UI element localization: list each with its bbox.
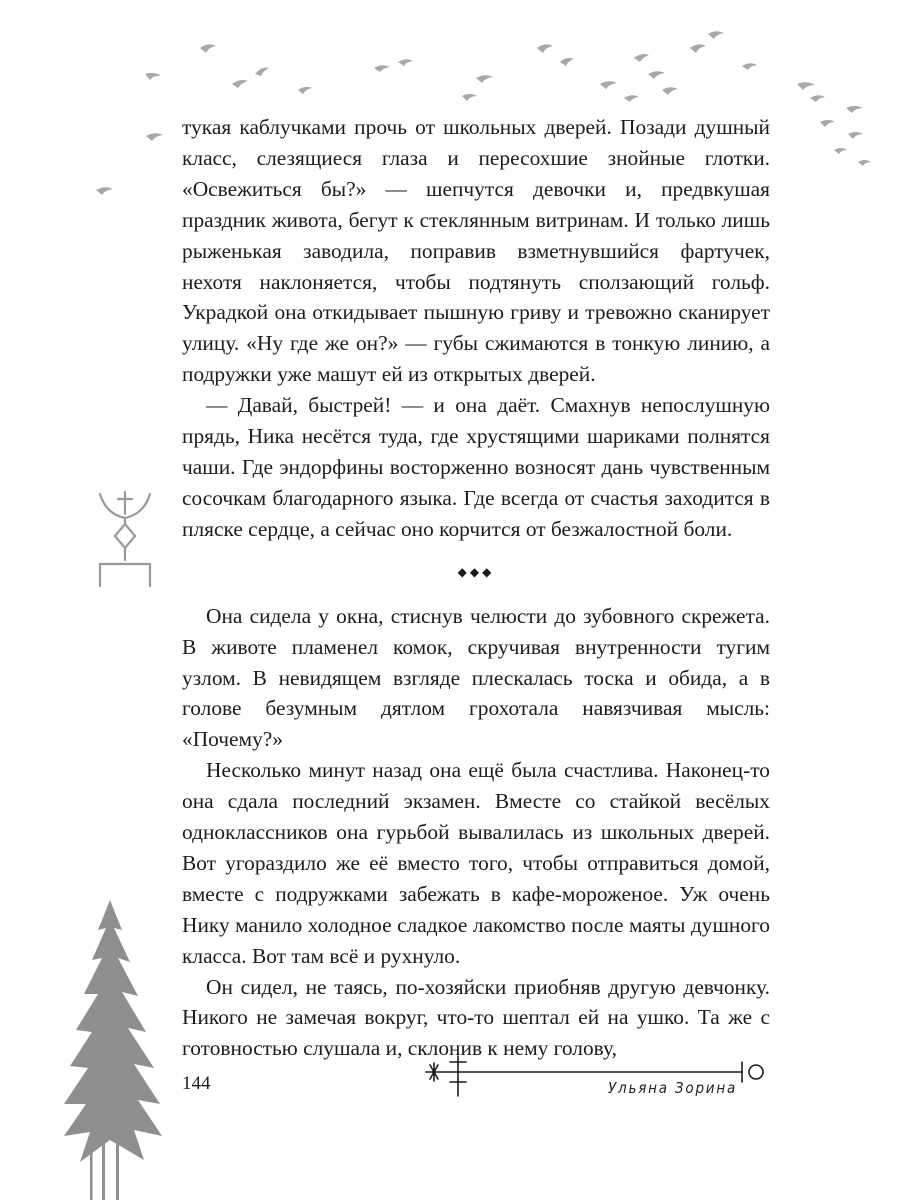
rune-ornament-icon — [92, 488, 158, 588]
paragraph: Она сидела у окна, стиснув челюсти до зубовного скрежета. В животе пламенел комок, скручивая внутренности тугим узлом. В невидящем взгляде плескалась тоска и обида, а в голове безумным дятлом грохотала навязчивая мысль: «Почему?» — [182, 603, 770, 752]
section-separator: ◆◆◆ — [457, 565, 495, 580]
body-text — [182, 112, 770, 1064]
paragraph: Несколько минут назад она ещё была счастлива. Наконец-то она сдала последний экзамен. Вместе со стайкой весёлых одноклассников она гурьбой вывалилась из школьных дверей. Вот угораздило же её вместо того, чтобы отправиться домой, вместе с подружками забежать в кафе-мороженое. Уж очень Нику манило холодное сладкое лакомство после маяты душного класса. Вот там всё и рухнуло. — [182, 758, 770, 968]
paragraph-continuation: тукая каблучками прочь от школьных дверей. Позади душный класс, слезящиеся глаза и пересохшие знойные глотки. «Освежиться бы?» — шепчутся девочки и, предвкушая праздник живота, бегут к стеклянным витринам. И только лишь рыженькая заводила, поправив взметнувшийся фартучек, нехотя наклоняется, чтобы подтянуть сползающий гольф. Украдкой она откидывает пышную гриву и тревожно сканирует улицу. «Ну где же он?» — губы сжимаются в тонкую линию, а подружки уже машут ей из открытых дверей. — [182, 115, 770, 387]
paragraph: Он сидел, не таясь, по-хозяйски приобняв другую девчонку. Никого не замечая вокруг, что-то шептал ей на ушко. Та же с готовностью слушала и, склонив к нему голову, — [182, 974, 770, 1061]
paragraph: — Давай, быстрей! — и она даёт. Смахнув непослушную прядь, Ника несётся туда, где хрустящими шариками полнятся чаши. Где эндорфины восторженно возносят дань чувственным сосочкам благодарного языка. Где всегда от счастья заходится в пляске сердце, а сейчас оно корчится от безжалостной боли. — [182, 393, 770, 541]
tree-illustration — [50, 900, 180, 1200]
page-number: 144 — [182, 1073, 211, 1094]
author-signature: Ульяна Зорина — [608, 1079, 738, 1097]
